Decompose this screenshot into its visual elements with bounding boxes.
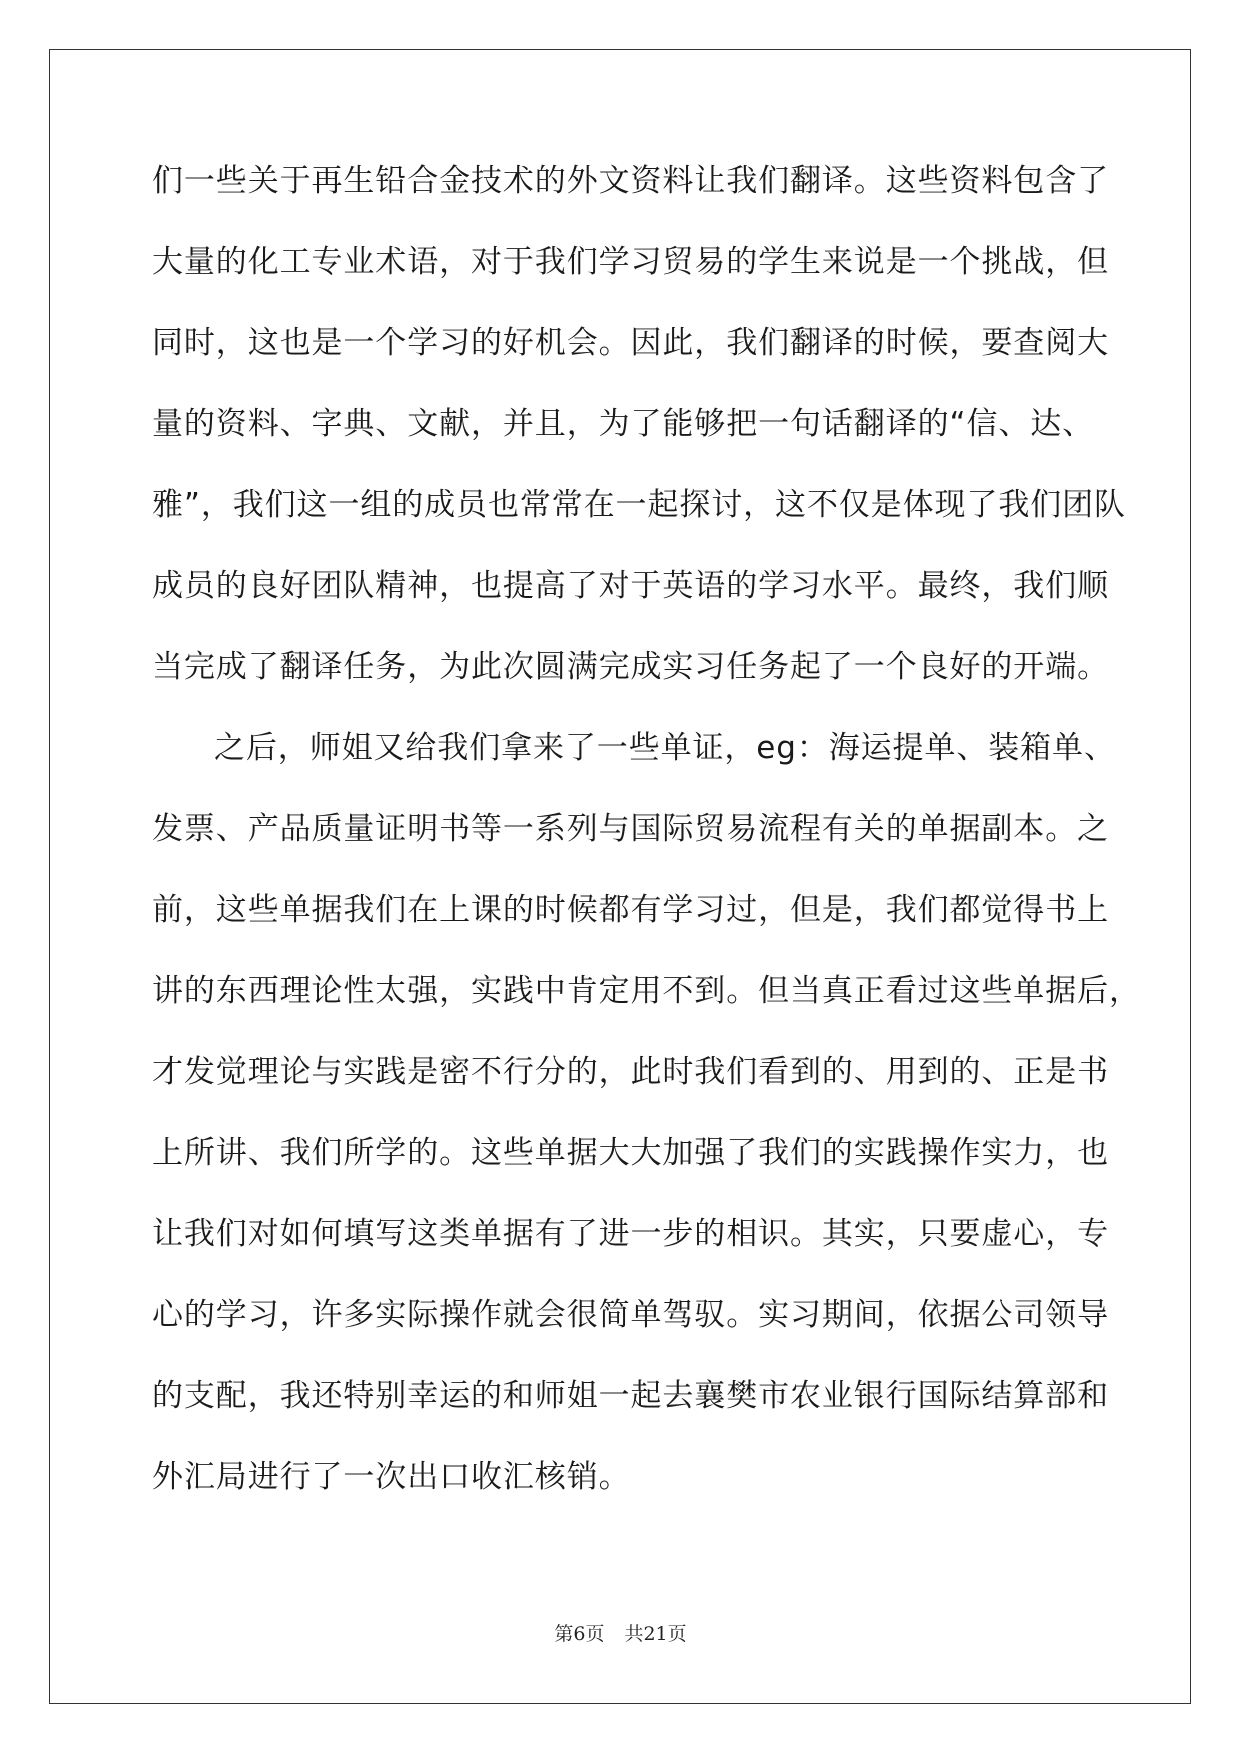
text-line: 同时，这也是一个学习的好机会。因此，我们翻译的时候，要查阅大 (152, 325, 1109, 361)
text-line: 外汇局进行了一次出口收汇核销。 (152, 1459, 631, 1495)
text-line: 让我们对如何填写这类单据有了进一步的相识。其实，只要虚心，专 (152, 1216, 1109, 1252)
text-line: 前，这些单据我们在上课的时候都有学习过，但是，我们都觉得书上 (152, 892, 1109, 928)
text-line: 雅”，我们这一组的成员也常常在一起探讨，这不仅是体现了我们团队 (152, 487, 1126, 523)
text-line: 的支配，我还特别幸运的和师姐一起去襄樊市农业银行国际结算部和 (152, 1378, 1109, 1414)
text-line: 大量的化工专业术语，对于我们学习贸易的学生来说是一个挑战，但 (152, 244, 1109, 280)
text-line: 量的资料、字典、文献，并且，为了能够把一句话翻译的“信、达、 (152, 406, 1095, 442)
text-line: 成员的良好团队精神，也提高了对于英语的学习水平。最终，我们顺 (152, 568, 1109, 604)
text-line: 发票、产品质量证明书等一系列与国际贸易流程有关的单据副本。之 (152, 811, 1109, 847)
text-line: 讲的东西理论性太强，实践中肯定用不到。但当真正看过这些单据后， (152, 973, 1141, 1009)
page-number: 第6页 (554, 1623, 605, 1645)
text-line: 上所讲、我们所学的。这些单据大大加强了我们的实践操作实力，也 (152, 1135, 1109, 1171)
page-footer (0, 1619, 1241, 1646)
text-line: 才发觉理论与实践是密不行分的，此时我们看到的、用到的、正是书 (152, 1054, 1109, 1090)
document-body (152, 152, 1141, 1529)
page-total: 共21页 (624, 1623, 687, 1645)
text-line: 当完成了翻译任务，为此次圆满完成实习任务起了一个良好的开端。 (152, 649, 1109, 685)
text-line: 之后，师姐又给我们拿来了一些单证，eg：海运提单、装箱单、 (214, 730, 1116, 766)
text-line: 们一些关于再生铅合金技术的外文资料让我们翻译。这些资料包含了 (152, 163, 1109, 199)
text-line: 心的学习，许多实际操作就会很简单驾驭。实习期间，依据公司领导 (152, 1297, 1109, 1333)
